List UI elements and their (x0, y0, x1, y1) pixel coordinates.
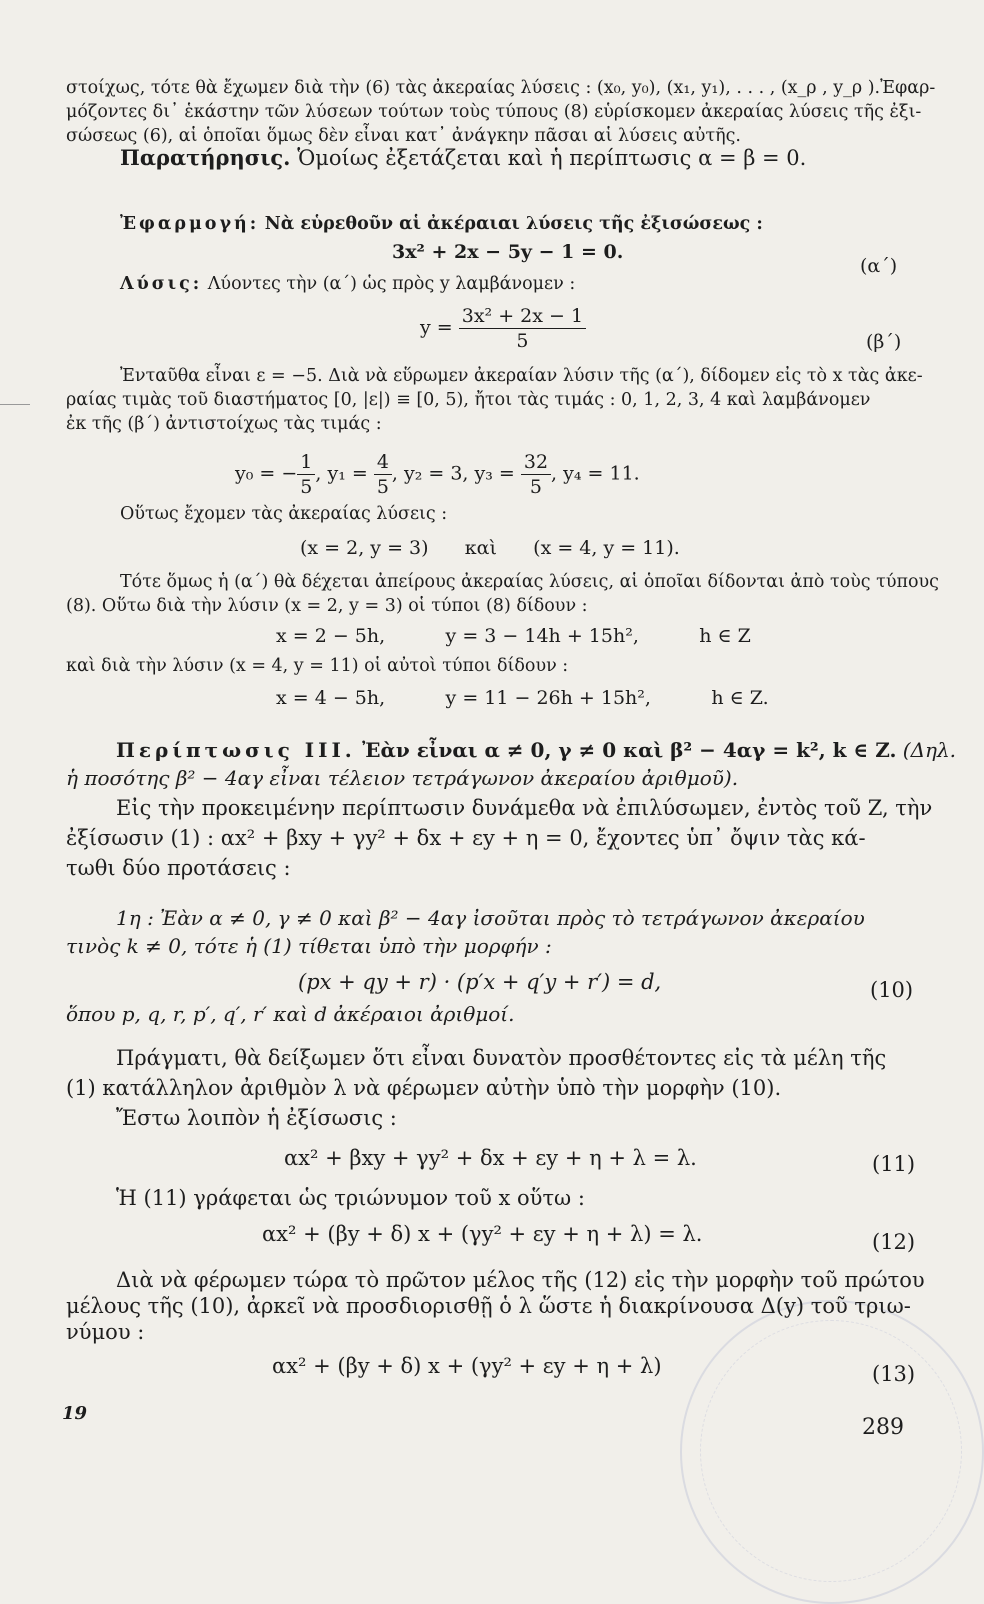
equation-10: (px + qy + r) · (p′x + q′y + r′) = d, (298, 970, 662, 994)
paragraph-5: καὶ διὰ τὴν λύσιν (x = 4, y = 11) οἱ αὐτοὶ τύποι δίδουν : (66, 656, 569, 676)
paragraph-1-line-2: μόζοντες δι᾿ ἑκάστην τῶν λύσεων τούτων τοὺς τύπους (8) εὑρίσκομεν ἀκεραίας λύσεις τῆς ἐξι- (66, 102, 922, 122)
fraction-y0 (297, 450, 315, 499)
value-y0: y₀ = − (235, 462, 298, 485)
value-y2-y3: , y₂ = 3, y₃ = (391, 462, 515, 485)
proposition-line-3: ὅπου p, q, r, p′, q′, r′ καὶ d ἀκέραιοι ἀριθμοί. (66, 1002, 515, 1026)
equation-13-tag: (13) (872, 1362, 916, 1386)
case-heading-line (116, 738, 956, 762)
application-heading: Ἐφαρμογή: (120, 214, 260, 234)
case-note: ἡ ποσότης β² − 4αγ εἶναι τέλειον τετράγωνον ἀκεραίου ἀριθμοῦ). (66, 766, 739, 790)
equation-b-fraction (459, 304, 586, 353)
paragraph-9-line-2: μέλους τῆς (10), ἀρκεῖ νὰ προσδιορισθῇ ὁ λ ὥστε ἡ διακρίνουσα Δ(y) τοῦ τριω- (66, 1294, 911, 1318)
paragraph-7-line-2: (1) κατάλληλον ἀριθμὸν λ νὰ φέρωμεν αὐτὴν ὑπὸ τὴν μορφὴν (10). (66, 1076, 782, 1100)
equation-a-tag: (α΄) (860, 255, 898, 277)
equation-10-tag: (10) (870, 978, 914, 1002)
case-heading: Περίπτωσις III. (116, 738, 356, 762)
remark-text: Ὁμοίως ἐξετάζεται καὶ ἡ περίπτωσις α = β = 0. (297, 146, 807, 170)
fraction-y3 (521, 450, 551, 499)
paragraph-8: Ἡ (11) γράφεται ὡς τριώνυμον τοῦ x οὕτω : (116, 1186, 585, 1210)
paragraph-2-line-1: Ἐνταῦθα εἶναι ε = −5. Διὰ νὰ εὕρωμεν ἀκεραίαν λύσιν τῆς (α΄), δίδομεν εἰς τὸ x τὰς ἀκε- (120, 366, 923, 386)
paragraph-4-line-2: (8). Οὕτω διὰ τὴν λύσιν (x = 2, y = 3) οἱ τύποι (8) δίδουν : (66, 596, 588, 616)
remark (120, 146, 806, 170)
application-text: Νὰ εὑρεθοῦν αἱ ἀκέραιαι λύσεις τῆς ἐξισώσεως : (264, 214, 763, 234)
equation-b-numerator: 3x² + 2x − 1 (459, 304, 586, 329)
paragraph-6-line-1: Εἰς τὴν προκειμένην περίπτωσιν δυνάμεθα νὰ ἐπιλύσωμεν, ἐντὸς τοῦ Z, τὴν (116, 796, 933, 820)
equation-13: αx² + (βy + δ) x + (γy² + εy + η + λ) (272, 1354, 662, 1378)
proposition-line-2: τινὸς k ≠ 0, τότε ἡ (1) τίθεται ὑπὸ τὴν μορφήν : (66, 934, 552, 958)
formulas-2: x = 4 − 5h, y = 11 − 26h + 15h², h ∈ Z. (276, 687, 769, 709)
fraction-y0-num: 1 (297, 450, 315, 475)
paragraph-9-line-1: Διὰ νὰ φέρωμεν τώρα τὸ πρῶτον μέλος τῆς (12) εἰς τὴν μορφὴν τοῦ πρώτου (116, 1268, 925, 1292)
values-line (235, 450, 640, 499)
formulas-1: x = 2 − 5h, y = 3 − 14h + 15h², h ∈ Z (276, 625, 751, 647)
fraction-y1-den: 5 (376, 476, 389, 498)
paragraph-1-line-1: στοίχως, τότε θὰ ἔχωμεν διὰ τὴν (6) τὰς ἀκεραίας λύσεις : (x₀, y₀), (x₁, y₁), . . . , (x_ρ , y_ρ ).Ἐφαρ- (66, 78, 936, 98)
proposition-line-1: 1η : Ἐὰν α ≠ 0, γ ≠ 0 καὶ β² − 4αγ ἰσοῦται πρὸς τὸ τετράγωνον ἀκεραίου (116, 906, 865, 930)
equation-b-lhs: y = (420, 316, 453, 339)
paragraph-6-line-2: ἐξίσωσιν (1) : αx² + βxy + γy² + δx + εy + η = 0, ἔχοντες ὑπ᾿ ὄψιν τὰς κά- (66, 826, 866, 850)
remark-heading: Παρατήρησις. (120, 145, 291, 170)
case-condition: Ἐὰν εἶναι α ≠ 0, γ ≠ 0 καὶ β² − 4αγ = k², k ∈ Z. (362, 738, 897, 762)
fraction-y3-num: 32 (521, 450, 551, 475)
library-stamp-inner (700, 1320, 962, 1582)
margin-mark (0, 404, 30, 405)
paragraph-7-line-3: Ἔστω λοιπὸν ἡ ἐξίσωσις : (116, 1106, 397, 1130)
equation-b-denominator: 5 (516, 330, 529, 352)
equation-12: αx² + (βy + δ) x + (γy² + εy + η + λ) = λ. (262, 1222, 703, 1246)
value-y1: , y₁ = (315, 462, 368, 485)
value-y4: , y₄ = 11. (551, 462, 640, 485)
solution-text: Λύοντες τὴν (α΄) ὡς πρὸς y λαμβάνομεν : (207, 274, 576, 294)
paragraph-7-line-1: Πράγματι, θὰ δείξωμεν ὅτι εἶναι δυνατὸν προσθέτοντες εἰς τὰ μέλη τῆς (116, 1046, 887, 1070)
equation-b-tag: (β΄) (866, 331, 902, 353)
equation-b (420, 304, 586, 353)
case-note-start: (Δηλ. (902, 738, 957, 762)
solutions-line: (x = 2, y = 3) καὶ (x = 4, y = 11). (300, 537, 680, 559)
page-number: 289 (862, 1415, 904, 1440)
fraction-y1 (374, 450, 392, 499)
paragraph-4-line-1: Τότε ὅμως ἡ (α΄) θὰ δέχεται ἀπείρους ἀκεραίας λύσεις, αἱ ὁποῖαι δίδονται ἀπὸ τοὺς τύπους (120, 572, 939, 592)
fraction-y1-num: 4 (374, 450, 392, 475)
signature-mark: 19 (62, 1403, 88, 1424)
paragraph-2-line-3: ἐκ τῆς (β΄) ἀντιστοίχως τὰς τιμάς : (66, 414, 382, 434)
paragraph-6-line-3: τωθι δύο προτάσεις : (66, 856, 291, 880)
paragraph-2-line-2: ραίας τιμὰς τοῦ διαστήματος [0, |ε|) ≡ [0, 5), ἤτοι τὰς τιμάς : 0, 1, 2, 3, 4 καὶ λαμβάνομεν (66, 390, 871, 410)
solution-heading: Λύσις: (120, 274, 203, 294)
fraction-y3-den: 5 (529, 476, 542, 498)
paragraph-1-line-3: σώσεως (6), αἱ ὁποῖαι ὅμως δὲν εἶναι κατ᾿ ἀνάγκην πᾶσαι αἱ λύσεις αὐτῆς. (66, 126, 741, 146)
equation-a: 3x² + 2x − 5y − 1 = 0. (392, 241, 624, 263)
application (120, 212, 763, 236)
equation-11-tag: (11) (872, 1152, 916, 1176)
solution (120, 272, 575, 296)
paragraph-9-line-3: νύμου : (66, 1320, 145, 1344)
fraction-y0-den: 5 (300, 476, 313, 498)
paragraph-3: Οὕτως ἔχομεν τὰς ἀκεραίας λύσεις : (120, 504, 448, 524)
equation-11: αx² + βxy + γy² + δx + εy + η + λ = λ. (284, 1146, 697, 1170)
equation-12-tag: (12) (872, 1230, 916, 1254)
